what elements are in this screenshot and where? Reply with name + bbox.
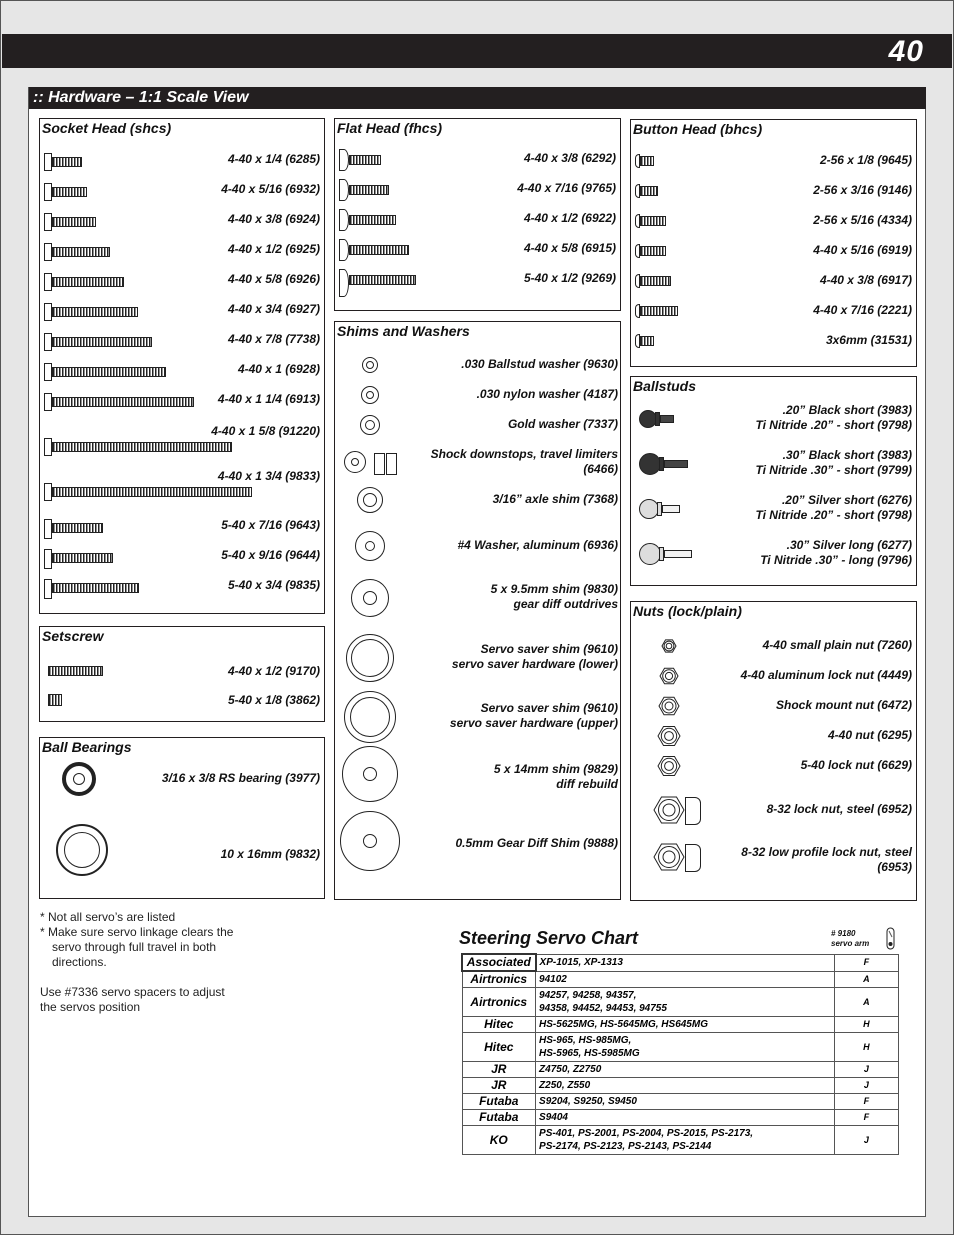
socket-head-screw-head [44,483,52,501]
note-line [40,970,233,985]
page-number: 40 [888,35,924,68]
socket-head-label: 4-40 x 1 1/4 (6913) [217,392,320,406]
washer-hole [351,458,359,466]
socket-head-screw-image [52,247,110,257]
servo-models: Z4750, Z2750 [536,1062,835,1078]
setscrew-box [39,626,325,722]
button-head-label: 4-40 x 5/16 (6919) [813,243,912,257]
ballstud-stem [664,550,692,558]
ballstud-label: .30” Silver long (6277) Ti Nitride .30” - long (9796) [760,538,912,567]
washer-hole [363,493,377,507]
washer-label: #4 Washer, aluminum (6936) [457,538,618,552]
washer-hole [366,361,374,369]
servo-chart-row [462,1094,899,1110]
shock-downstop-profile [374,453,385,475]
socket-head-screw-head [44,243,52,261]
servo-arm: A [834,971,898,988]
washer-label: Servo saver shim (9610) servo saver hardware (lower) [451,642,618,671]
flat-head-screw-image [349,215,396,225]
section-header [29,87,926,109]
socket-head-box [39,118,325,614]
button-head-label: 4-40 x 7/16 (2221) [813,303,912,317]
nut-image [658,695,680,717]
servo-arm: J [834,1078,898,1094]
washer-hole [363,767,377,781]
servo-brand: Associated [462,954,536,971]
button-head-label: 2-56 x 1/8 (9645) [819,153,912,167]
nut-label: Shock mount nut (6472) [775,698,912,712]
flat-head-screw-head [339,269,349,297]
setscrew-image [48,666,103,676]
button-head-label: 2-56 x 5/16 (4334) [813,213,912,227]
socket-head-label: 4-40 x 3/4 (6927) [227,302,320,316]
servo-arm: J [834,1126,898,1155]
servo-chart-row [462,971,899,988]
socket-head-label: 4-40 x 7/8 (7738) [227,332,320,346]
flat-head-screw-head [339,239,349,261]
bearing-label: 3/16 x 3/8 RS bearing (3977) [161,771,320,785]
washer-label: 3/16” axle shim (7368) [492,492,618,506]
servo-brand: KO [462,1126,536,1155]
washer-label: 5 x 9.5mm shim (9830) gear diff outdrives [490,582,618,611]
socket-head-screw-head [44,579,52,599]
servo-arm: F [834,1094,898,1110]
shock-downstop-profile [386,453,397,475]
button-head-title: Button Head (bhcs) [633,121,763,137]
note-line: servo through full travel in both [52,940,217,954]
socket-head-label: 4-40 x 1 (6928) [237,362,320,376]
note-line: * Make sure servo linkage clears the [40,925,234,939]
socket-head-label: 5-40 x 9/16 (9644) [221,548,320,562]
socket-head-screw-head [44,438,52,456]
ballstud-label: .20” Silver short (6276) Ti Nitride .20” - short (9798) [755,493,912,522]
servo-chart-row [462,1017,899,1033]
setscrew-image [48,694,62,706]
socket-head-label: 5-40 x 3/4 (9835) [227,578,320,592]
nut-label: 4-40 aluminum lock nut (4449) [740,668,912,682]
flat-head-screw-head [339,179,349,201]
button-head-label: 4-40 x 3/8 (6917) [819,273,912,287]
nut-profile [685,797,701,825]
button-head-label: 2-56 x 3/16 (9146) [813,183,912,197]
servo-chart-row [462,1126,899,1155]
socket-head-screw-head [44,549,52,569]
socket-head-screw-head [44,273,52,291]
servo-chart-row [462,988,899,1017]
socket-head-screw-image [52,157,82,167]
button-head-label: 3x6mm (31531) [825,333,912,347]
socket-head-screw-image [52,397,194,407]
flat-head-label: 4-40 x 1/2 (6922) [523,211,616,225]
washer-hole [351,639,389,677]
washer-label: 0.5mm Gear Diff Shim (9888) [455,836,618,850]
servo-models: PS-401, PS-2001, PS-2004, PS-2015, PS-2173, PS-2174, PS-2123, PS-2143, PS-2144 [536,1126,835,1155]
page-header-bar [2,34,952,68]
shims-box [334,321,621,900]
flat-head-label: 4-40 x 5/8 (6915) [523,241,616,255]
servo-chart-row [462,1110,899,1126]
socket-head-label: 5-40 x 7/16 (9643) [221,518,320,532]
nut-image [661,638,677,654]
ballstud-stem [664,460,688,468]
servo-models: HS-5625MG, HS-5645MG, HS645MG [536,1017,835,1033]
nut-profile [685,844,701,872]
servo-chart-title: Steering Servo Chart [459,928,639,948]
flat-head-title: Flat Head (fhcs) [337,120,443,136]
servo-brand: Futaba [462,1110,536,1126]
socket-head-screw-image [52,337,152,347]
socket-head-label: 4-40 x 1 3/4 (9833) [217,469,320,483]
socket-head-screw-head [44,393,52,411]
note-line: directions. [52,955,107,969]
ballstud-ball [639,499,659,519]
nut-image [657,724,681,748]
button-head-screw-image [640,186,658,196]
servo-brand: Futaba [462,1094,536,1110]
setscrew-label: 5-40 x 1/8 (3862) [227,693,320,707]
servo-arm: J [834,1062,898,1078]
washer-hole [365,420,375,430]
ball-bearings-title: Ball Bearings [42,739,132,755]
ballstud-label: .20” Black short (3983) Ti Nitride .20” - short (9798) [755,403,912,432]
flat-head-screw-image [349,155,381,165]
servo-chart-row [462,1062,899,1078]
socket-head-screw-image [52,277,124,287]
flat-head-label: 4-40 x 3/8 (6292) [523,151,616,165]
washer-label: Servo saver shim (9610) servo saver hardware (upper) [449,701,618,730]
washer-label: .030 nylon washer (4187) [476,387,618,401]
ballstuds-title: Ballstuds [633,378,697,394]
servo-arm: A [834,988,898,1017]
flat-head-box [334,118,621,311]
servo-chart-row [462,954,899,971]
socket-head-label: 4-40 x 1/2 (6925) [227,242,320,256]
setscrew-label: 4-40 x 1/2 (9170) [227,664,320,678]
servo-arm: F [834,1110,898,1126]
servo-models: 94257, 94258, 94357, 94358, 94452, 94453, 94755 [536,988,835,1017]
socket-head-screw-image [52,487,252,497]
socket-head-screw-head [44,183,52,201]
button-head-screw-image [640,276,671,286]
servo-notes [40,910,233,1015]
button-head-screw-image [640,306,678,316]
servo-arm-label [831,929,869,949]
servo-brand: JR [462,1062,536,1078]
ballstud-label: .30” Black short (3983) Ti Nitride .30” - short (9799) [755,448,912,477]
servo-chart-table [461,953,899,1155]
washer-label: Gold washer (7337) [507,417,618,431]
socket-head-label: 4-40 x 1 5/8 (91220) [211,424,320,438]
flat-head-screw-image [349,245,409,255]
socket-head-screw-image [52,187,87,197]
socket-head-screw-head [44,303,52,321]
flat-head-screw-head [339,209,349,231]
note-line: the servos position [40,1000,141,1014]
socket-head-title: Socket Head (shcs) [42,120,172,136]
socket-head-screw-head [44,153,52,171]
socket-head-screw-head [44,333,52,351]
socket-head-label: 4-40 x 5/16 (6932) [221,182,320,196]
socket-head-screw-image [52,523,103,533]
button-head-screw-image [640,336,654,346]
servo-models: S9204, S9250, S9450 [536,1094,835,1110]
nut-label: 5-40 lock nut (6629) [800,758,912,772]
socket-head-screw-head [44,519,52,539]
washer-label: .030 Ballstud washer (9630) [461,357,618,371]
ball-bearings-box [39,737,325,899]
bearing-bore [73,773,85,785]
servo-models: S9404 [536,1110,835,1126]
button-head-box [630,119,917,367]
servo-models: 94102 [536,971,835,988]
servo-arm-text: # 9180 servo arm [831,929,870,948]
nut-image [653,841,685,873]
setscrew-title: Setscrew [42,628,104,644]
servo-arm-icon [884,927,898,951]
servo-brand: Airtronics [462,988,536,1017]
flat-head-screw-image [349,275,416,285]
washer-hole [366,391,374,399]
nut-label: 4-40 nut (6295) [827,728,912,742]
flat-head-screw-image [349,185,389,195]
bearing-bore [64,832,100,868]
washer-label: Shock downstops, travel limiters (6466) [430,447,618,476]
servo-models: Z250, Z550 [536,1078,835,1094]
socket-head-label: 4-40 x 1/4 (6285) [227,152,320,166]
socket-head-screw-head [44,213,52,231]
socket-head-label: 4-40 x 5/8 (6926) [227,272,320,286]
servo-models: HS-965, HS-985MG, HS-5965, HS-5985MG [536,1033,835,1062]
flat-head-label: 5-40 x 1/2 (9269) [523,271,616,285]
servo-arm: H [834,1033,898,1062]
nut-label: 8-32 low profile lock nut, steel (6953) [741,845,912,874]
socket-head-screw-image [52,307,138,317]
ballstud-stem [662,505,680,513]
shims-title: Shims and Washers [337,323,470,339]
socket-head-screw-head [44,363,52,381]
socket-head-screw-image [52,583,139,593]
nuts-box [630,601,917,901]
socket-head-screw-image [52,217,96,227]
servo-brand: Hitec [462,1033,536,1062]
bearing-label: 10 x 16mm (9832) [220,847,320,861]
servo-arm: H [834,1017,898,1033]
servo-chart-row [462,1033,899,1062]
washer-hole [350,697,390,737]
washer-hole [363,591,377,605]
servo-brand: JR [462,1078,536,1094]
servo-chart-row [462,1078,899,1094]
ballstud-stem [660,415,674,423]
washer-hole [365,541,375,551]
servo-arm: F [834,954,898,971]
ballstuds-box [630,376,917,586]
servo-brand: Airtronics [462,971,536,988]
nut-image [657,754,681,778]
socket-head-label: 4-40 x 3/8 (6924) [227,212,320,226]
button-head-screw-image [640,156,654,166]
ballstud-ball [639,543,661,565]
flat-head-label: 4-40 x 7/16 (9765) [517,181,616,195]
socket-head-screw-image [52,367,166,377]
nut-image [659,666,679,686]
servo-brand: Hitec [462,1017,536,1033]
note-line: Use #7336 servo spacers to adjust [40,985,225,999]
socket-head-screw-image [52,442,232,452]
section-title: :: Hardware – 1:1 Scale View [33,89,249,106]
button-head-screw-image [640,246,666,256]
socket-head-screw-image [52,553,113,563]
nuts-title: Nuts (lock/plain) [633,603,742,619]
note-line: * Not all servo’s are listed [40,910,176,924]
nut-label: 8-32 lock nut, steel (6952) [766,802,912,816]
servo-models: XP-1015, XP-1313 [536,954,835,971]
ballstud-ball [639,453,661,475]
button-head-screw-image [640,216,666,226]
washer-label: 5 x 14mm shim (9829) diff rebuild [493,762,618,791]
washer-hole [363,834,377,848]
flat-head-screw-head [339,149,349,171]
nut-image [653,794,685,826]
nut-label: 4-40 small plain nut (7260) [762,638,912,652]
